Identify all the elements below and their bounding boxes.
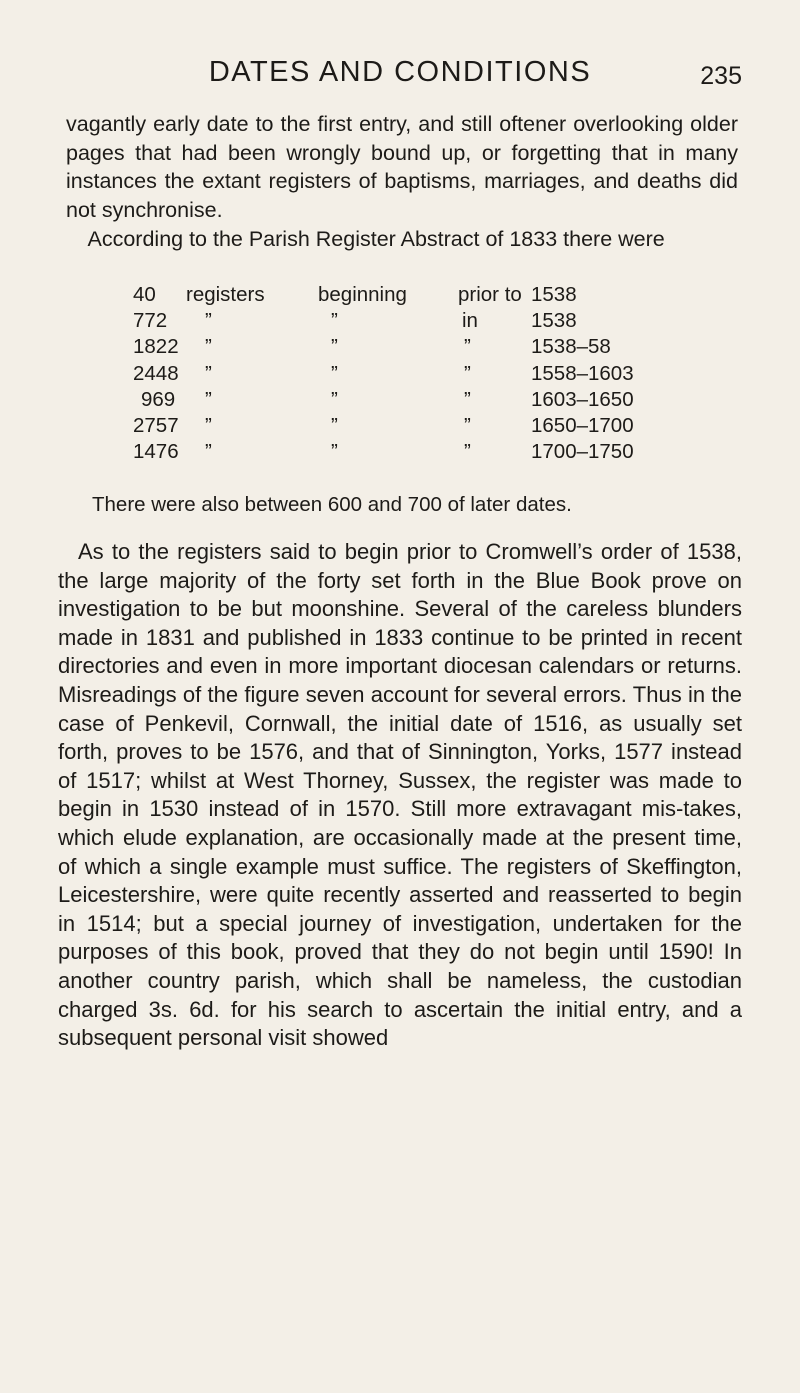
beginning-label: beginning: [318, 283, 407, 306]
ditto-mark: ”: [205, 309, 212, 333]
register-row: [133, 334, 653, 360]
date-range: 1538–58: [531, 335, 611, 359]
register-count: 1822: [133, 335, 179, 359]
date-range: 1538: [531, 283, 577, 306]
date-range: 1700–1750: [531, 440, 634, 464]
date-range: 1538: [531, 309, 577, 333]
register-count: 1476: [133, 440, 179, 464]
register-row: [133, 361, 653, 387]
running-head: [0, 56, 800, 96]
ditto-mark: ”: [331, 413, 338, 437]
ditto-mark: ”: [205, 413, 212, 437]
ditto-mark: ”: [464, 361, 471, 385]
register-count: 969: [141, 387, 176, 411]
preposition: prior to: [458, 283, 522, 306]
ditto-mark: ”: [464, 387, 471, 411]
register-count: 772: [133, 309, 168, 333]
register-count: 2757: [133, 413, 179, 437]
date-range: 1650–1700: [531, 413, 634, 437]
register-count: 2448: [133, 361, 179, 385]
ditto-mark: ”: [331, 335, 338, 359]
register-row: [133, 282, 653, 308]
register-row: [133, 413, 653, 439]
preposition: in: [462, 309, 478, 333]
ditto-mark: ”: [205, 440, 212, 464]
paragraph-continuation: [66, 110, 738, 254]
ditto-mark: ”: [464, 440, 471, 464]
ditto-mark: ”: [464, 413, 471, 437]
ditto-mark: ”: [331, 387, 338, 411]
ditto-mark: ”: [331, 361, 338, 385]
running-title: DATES AND CONDITIONS: [208, 56, 592, 88]
ditto-mark: ”: [205, 335, 212, 359]
ditto-mark: ”: [464, 335, 471, 359]
paragraph-3: As to the registers said to begin prior to Cromwell’s order of 1538, the large majority of the forty set forth in the Blue Book prove on investigation to be but moonshine. Several of the careless blunders made in 1831 and published in 1833 continue to be printed in recent directories and even in more important diocesan calendars or returns. Misreadings of the figure seven account for several errors. Thus in the case of Penkevil, Cornwall, the initial date of 1516, as usually set forth, proves to be 1576, and that of Sinnington, Yorks, 1577 instead of 1517; whilst at West Thorney, Sussex, the register was made to begin in 1530 instead of in 1570. Still more extravagant mis-takes, which elude explanation, are occasionally made at the present time, of which a single example must suffice. The registers of Skeffington, Leicestershire, were quite recently asserted and reasserted to begin in 1514; but a special journey of investigation, undertaken for the purposes of this book, proved that they do not begin until 1590! In another country parish, which shall be nameless, the custodian charged 3s. 6d. for his search to ascertain the initial entry, and a subsequent personal visit showed: [58, 539, 742, 1051]
register-row: [133, 308, 653, 334]
register-table: [133, 282, 653, 465]
paragraph-2-text: According to the Parish Register Abstract of 1833 there were: [87, 226, 665, 251]
ditto-mark: ”: [331, 309, 338, 333]
ditto-mark: ”: [205, 387, 212, 411]
register-row: [133, 439, 653, 465]
date-range: 1558–1603: [531, 361, 634, 385]
ditto-mark: ”: [205, 361, 212, 385]
register-count: 40: [133, 283, 156, 306]
register-label: registers: [186, 283, 265, 306]
paragraph-2-intro: [66, 227, 665, 251]
table-note: There were also between 600 and 700 of later dates.: [92, 493, 572, 516]
ditto-mark: ”: [331, 440, 338, 464]
register-row: [133, 387, 653, 413]
page-number: 235: [700, 62, 742, 90]
date-range: 1603–1650: [531, 387, 634, 411]
paragraph-1: vagantly early date to the first entry, and still oftener overlooking older pages that had been wrongly bound up, or forgetting that in many instances the extant registers of baptisms, marriages, and deaths did not synchronise.: [66, 112, 738, 223]
